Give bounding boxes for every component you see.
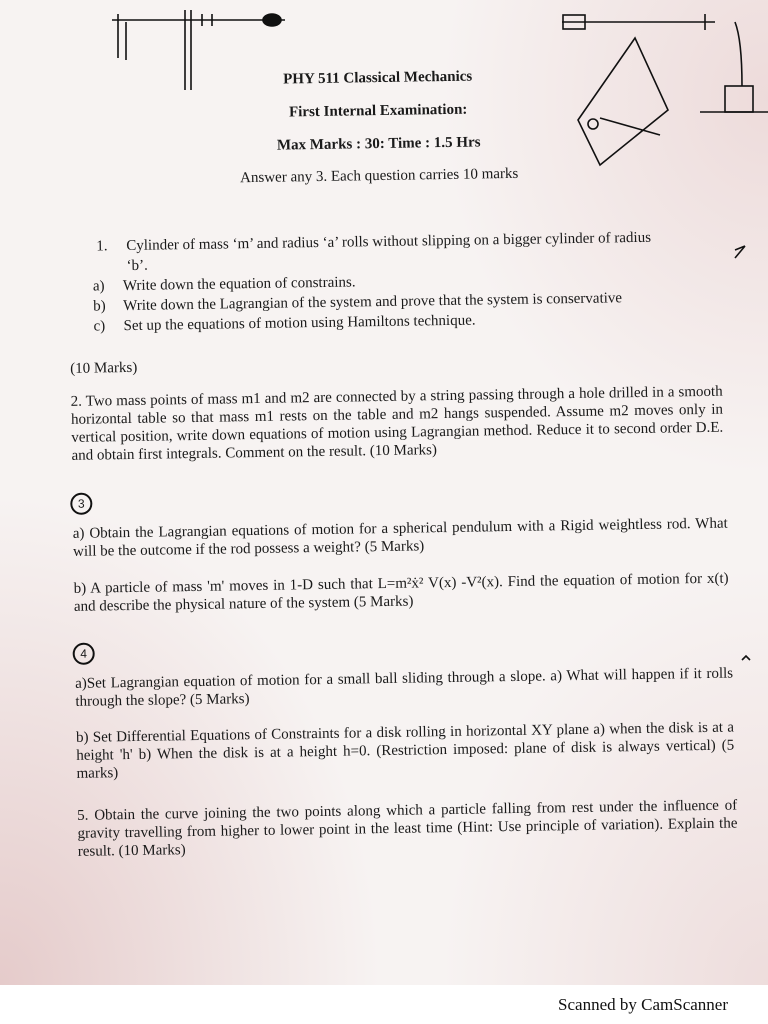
q2-text: 2. Two mass points of mass m1 and m2 are connected by a string passing through a hole drilled in a smooth horizontal table so that mass m1 rests on the table and m2 hangs suspended. Assume m2 moves only in vertical position, write down equations of motion using Lagrangian method. Reduce it to second order D.E. and obtain first integrals. Comment on the result. (10 Marks) [70,383,724,464]
q1-part-c: c) Set up the equations of motion using Hamiltons technique. [93,312,476,335]
marks-time: Max Marks : 30: Time : 1.5 Hrs [276,134,481,154]
q3-circled-number: 3 [70,493,92,515]
q4-part-a: a)Set Lagrangian equation of motion for a small ball sliding through a slope. a) What will happen if it rolls through the slope? (5 Marks) [75,665,734,710]
q1-number: 1. [96,238,108,255]
q1-text-cont: ‘b’. [126,257,148,275]
q1-text: Cylinder of mass ‘m’ and radius ‘a’ rolls without slipping on a bigger cylinder of radius [126,229,652,255]
q5-text: 5. Obtain the curve joining the two points along which a particle falling from rest under the influence of gravity travelling from higher to lower point in the least time (Hint: Use principle of variation). Explain the result. (10 Marks) [77,797,738,860]
q1-marks: (10 Marks) [70,359,138,377]
q4-part-b: b) Set Differential Equations of Constraints for a disk rolling in horizontal XY plane a) when the disk is at a height 'h' b) When the disk is at a height h=0. (Restriction imposed: plane of disk is always vertical) (5 marks) [75,719,735,782]
exam-title: First Internal Examination: [288,101,468,121]
course-title: PHY 511 Classical Mechanics [283,68,473,88]
q1-part-a: a) Write down the equation of constrains. [92,274,356,295]
q1-part-b: b) Write down the Lagrangian of the system and prove that the system is conservative [93,290,623,315]
q4-circled-number: 4 [73,643,95,665]
q3-part-a: a) Obtain the Lagrangian equations of motion for a spherical pendulum with a Rigid weightless rod. What will be the outcome if the rod possess a weight? (5 Marks) [72,515,728,560]
q1-line1 [96,228,726,256]
q3-part-b: b) A particle of mass 'm' moves in 1-D such that L=m²ẋ² V(x) -V²(x). Find the equation of motion for x(t) and describe the physical nature of the system (5 Marks) [73,570,729,615]
scanner-watermark: Scanned by CamScanner [558,995,728,1014]
instruction: Answer any 3. Each question carries 10 marks [239,165,519,187]
